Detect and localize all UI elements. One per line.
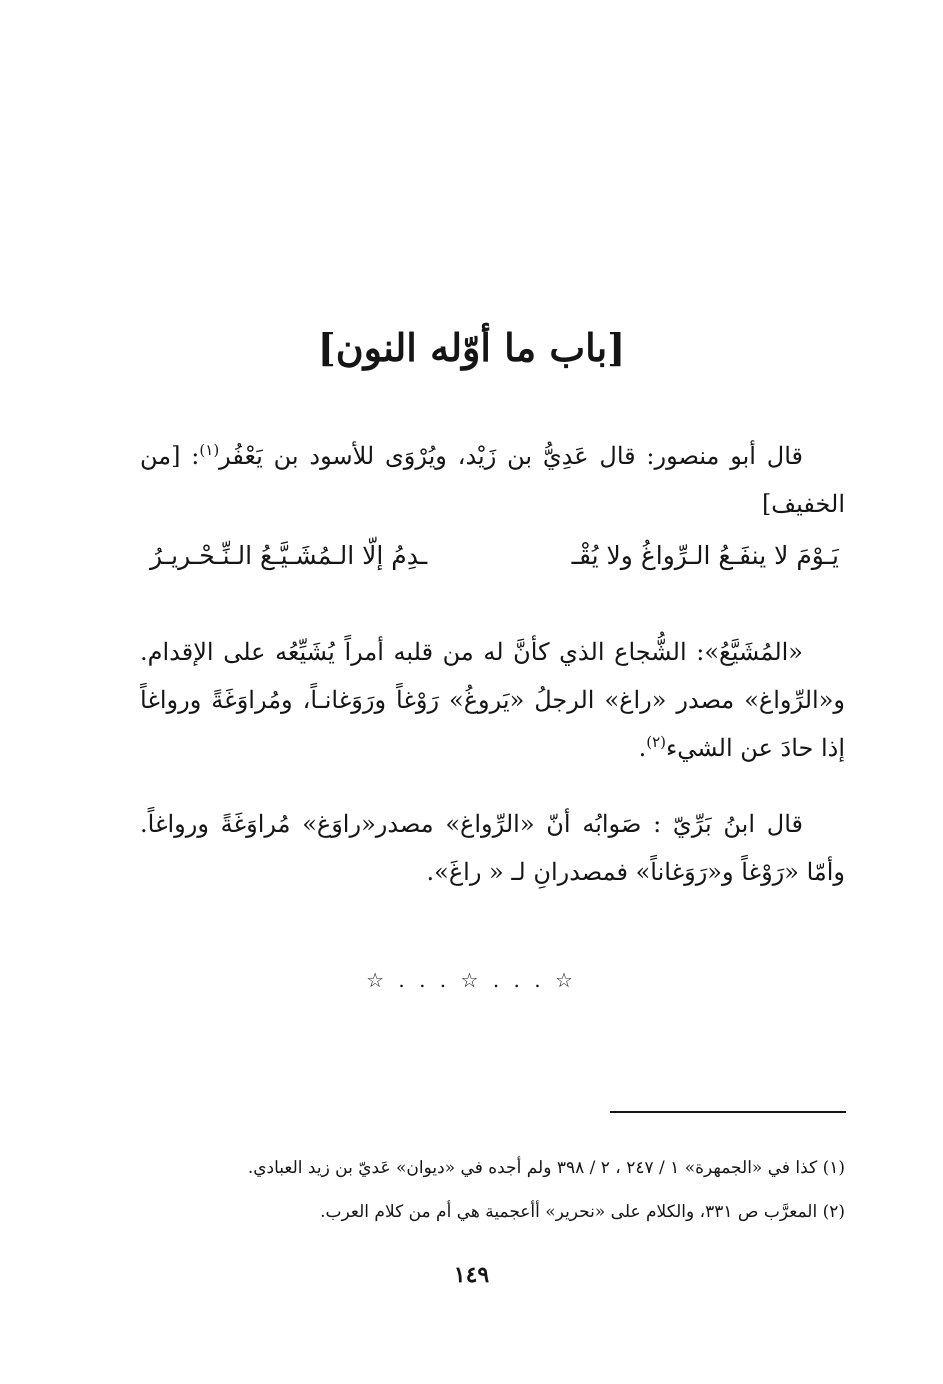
intro-meter: : [من الخفيف] bbox=[140, 442, 845, 518]
footnote-ref-1: (١) bbox=[199, 441, 220, 459]
verse-first-hemistich: يَـوْمَ لا ينفَـعُ الـرِّواغُ ولا يُقْـ bbox=[571, 541, 839, 570]
footnote-2: (٢) المعرَّب ص ٣٣١، والكلام على «نحرير» أأعجمية هي أم من كلام العرب. bbox=[320, 1202, 845, 1222]
footnote-1: (١) كذا في «الجمهرة» ١ / ٢٤٧ ، ٢ / ٣٩٨ ولم أجده في «ديوان» عَديّ بن زيد العبادي. bbox=[247, 1158, 845, 1178]
definition-paragraph bbox=[140, 628, 845, 772]
intro-text: قال أبو منصور: قال عَدِيُّ بن زَيْد، ويُرْوَى للأسود بن يَعْفُر bbox=[219, 442, 803, 470]
footnote-ref-2: (٢) bbox=[646, 733, 666, 751]
commentary-paragraph bbox=[140, 800, 845, 896]
footnote-divider bbox=[610, 1111, 846, 1113]
footnotes bbox=[150, 1146, 845, 1234]
page-number: ١٤٩ bbox=[453, 1262, 490, 1288]
star-separator: ☆ . . . ☆ . . . ☆ bbox=[366, 968, 577, 992]
definition-end: . bbox=[638, 734, 647, 762]
verse-second-hemistich: ـدِمُ إلّا الـمُشَـيَّـعُ الـنِّـحْـريـرُ bbox=[150, 541, 428, 570]
definition-text: «المُشَيَّعُ»: الشُّجاع الذي كأنَّ له من قلبه أمراً يُشَيِّعُه على الإقدام. و«الرِّواغ» مصدر «راغ» الرجلُ «يَروغُ» رَوْغاً ورَوَغانـاً، ومُراوَغَةً ورواغاً إذا حادَ عن الشيء bbox=[140, 638, 845, 762]
poetry-verse bbox=[150, 530, 839, 582]
chapter-title: [باب ما أوّله النون] bbox=[317, 325, 626, 370]
intro-paragraph bbox=[140, 432, 845, 528]
commentary-text: قال ابنُ بَرِّيّ : صَوابُه أنّ «الرِّواغ» مصدر«راوَغ» مُراوَغَةً ورواغاً. وأمّا «رَوْغاً و«رَوَغاناً» فمصدرانِ لـ « راغَ». bbox=[140, 810, 845, 886]
